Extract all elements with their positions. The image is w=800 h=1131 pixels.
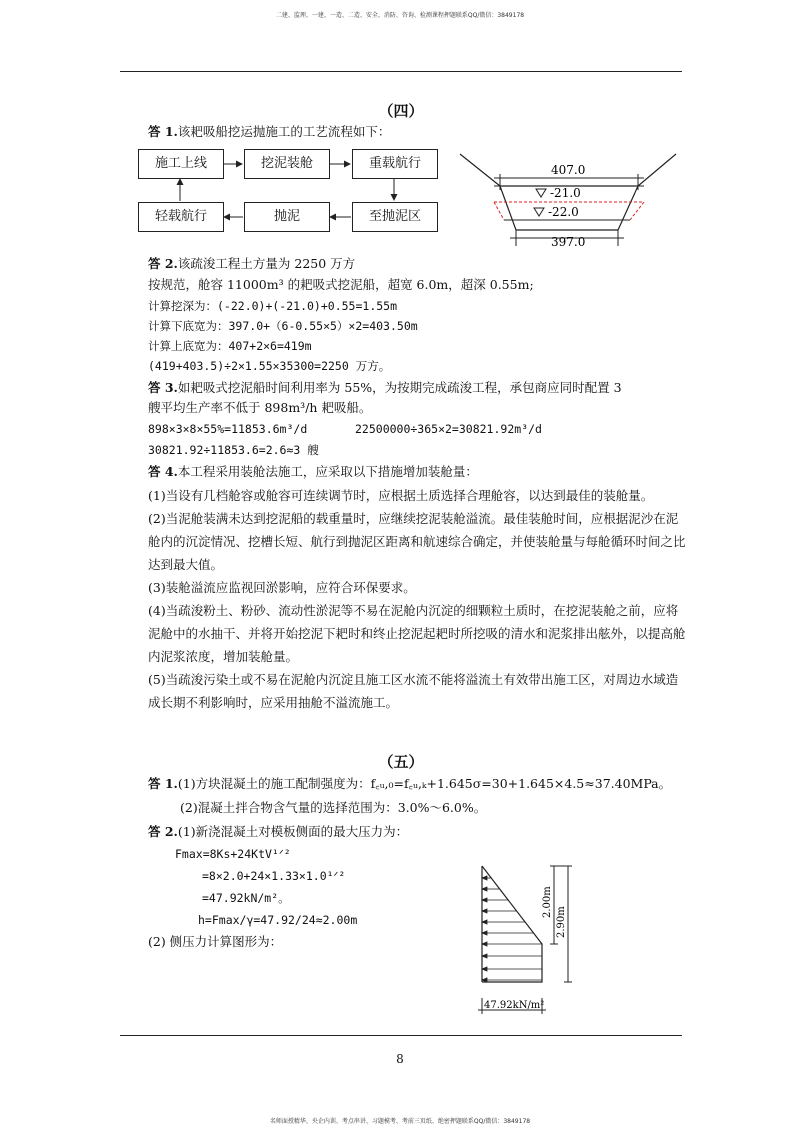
s4-ans3-text1: 如耙吸式挖泥船时间利用率为 55%，为按期完成疏浚工程，承包商应同时配置 3	[177, 380, 622, 395]
dredge-cross-section	[458, 150, 680, 252]
s5-ans1-label: 答 1.	[148, 776, 178, 791]
s5-ans1-line2: (2)混凝土拌合物含气量的选择范围为：3.0%～6.0%。	[180, 800, 487, 815]
flow-step-5: 抛泥	[244, 202, 330, 232]
section4-title: （四）	[378, 102, 424, 120]
s5-answer1	[148, 776, 671, 792]
s4-ans3-label: 答 3.	[148, 380, 178, 395]
s4-ans1-text: 该耙吸船挖运抛施工的工艺流程如下：	[177, 124, 391, 139]
s4-ans3-calc1: 898×3×8×55%=11853.6m³/d	[148, 422, 308, 436]
flow-arrows	[138, 147, 438, 237]
s5-ans1-line1: (1)方块混凝土的施工配制强度为：f꜀ᵤ,₀=f꜀ᵤ,ₖ+1.645σ=30+1.645×4.5≈37.40MPa。	[177, 776, 672, 791]
s4-ans2-text: 该疏浚工程土方量为 2250 万方	[177, 256, 356, 271]
level1-label: -21.0	[550, 186, 581, 200]
pressure-value-label: 47.92kN/m²	[484, 1000, 545, 1011]
s4-answer2	[148, 256, 355, 272]
flow-step-2: 挖泥装舱	[244, 149, 330, 179]
s4-ans2-label: 答 2.	[148, 256, 178, 271]
s4-ans2-line5: (419+403.5)÷2×1.55×35300=2250 万方。	[148, 359, 391, 373]
s4-ans4-text: 本工程采用装舱法施工，应采取以下措施增加装舱量：	[177, 464, 478, 479]
flow-step-1: 施工上线	[138, 149, 224, 179]
s5-formula1: Fmax=8Ks+24KtV¹ᐟ²	[175, 847, 291, 861]
s4-ans2-line4: 计算上底宽为：407+2×6=419m	[148, 339, 312, 353]
s4-ans3-calc3: 30821.92÷11853.6=2.6≈3 艘	[148, 443, 319, 457]
s5-formula3: =47.92kN/m²。	[202, 891, 290, 905]
s5-answer2	[148, 824, 408, 840]
s4-ans4-item1: (1)当设有几档舱容或舱容可连续调节时，应根据土质选择合理舱容，以达到最佳的装舱量。	[148, 488, 654, 503]
s4-ans3-calc2: 22500000÷365×2=30821.92m³/d	[355, 422, 542, 436]
flow-step-4: 至抛泥区	[352, 202, 438, 232]
top-width-label: 407.0	[551, 163, 586, 177]
flow-step-3: 重载航行	[352, 149, 438, 179]
s4-ans4-item3: (3)装舱溢流应监视回淤影响，应符合环保要求。	[148, 580, 416, 595]
total-height-label: 2.90m	[556, 906, 567, 938]
s5-ans2-label: 答 2.	[148, 824, 178, 839]
bottom-rule	[120, 1035, 682, 1036]
s5-ans2-line2: (2) 侧压力计算图形为：	[148, 934, 283, 949]
page-header: 二建、监理、一建、一造、二造、安全、消防、咨询、检测课程押题联系QQ/微信：3849178	[275, 12, 525, 19]
s4-ans1-label: 答 1.	[148, 124, 178, 139]
flow-step-6: 轻载航行	[138, 202, 224, 232]
s4-ans2-line3: 计算下底宽为：397.0+（6-0.55×5）×2=403.50m	[148, 319, 418, 333]
s4-ans2-line1: 按规范，舱容 11000m³ 的耙吸式挖泥船，超宽 6.0m，超深 0.55m;	[148, 277, 534, 292]
s4-ans4-item2: (2)当泥舱装满未达到挖泥船的载重量时，应继续挖泥装舱溢流。最佳装舱时间，应根据泥沙在泥舱内的沉淀情况、挖槽长短、航行到抛泥区距离和航速综合确定，并使装舱量与每舱循环时间之比达到最大值。	[148, 511, 686, 572]
level2-label: -22.0	[548, 205, 579, 219]
pressure-height-label: 2.00m	[542, 886, 553, 918]
page-number: 8	[396, 1052, 404, 1066]
s4-answer4	[148, 464, 478, 480]
s4-ans3-text2: 艘平均生产率不低于 898m³/h 耙吸船。	[148, 400, 372, 415]
page-footer: 名师面授精华、央企内训、考点串讲、习题模考、考前三页纸、绝密押题联系QQ/微信：3849178	[269, 1118, 531, 1125]
side-pressure-diagram	[470, 862, 590, 1022]
s4-answer1	[148, 124, 390, 140]
process-flowchart	[138, 147, 438, 237]
s4-ans4-item5: (5)当疏浚污染土或不易在泥舱内沉淀且施工区水流不能将溢流土有效带出施工区，对周边水域造成长期不利影响时，应采用抽舱不溢流施工。	[148, 672, 679, 710]
s5-formula4: h=Fmax/γ=47.92/24≈2.00m	[198, 913, 358, 927]
top-rule	[120, 71, 682, 72]
section5-title: （五）	[378, 753, 424, 771]
s4-ans4-item4: (4)当疏浚粉土、粉砂、流动性淤泥等不易在泥舱内沉淀的细颗粒土质时，在挖泥装舱之前，应将泥舱中的水抽干、并将开始挖泥下耙时和终止挖泥起耙时所挖吸的清水和泥浆排出舷外，以提高舱内泥浆浓度，增加装舱量。	[148, 603, 686, 664]
s4-ans2-line2: 计算挖深为：(-22.0)+(-21.0)+0.55=1.55m	[148, 299, 398, 313]
bottom-width-label: 397.0	[551, 235, 586, 249]
s5-ans2-line1: (1)新浇混凝土对模板侧面的最大压力为：	[177, 824, 409, 839]
s5-formula2: =8×2.0+24×1.33×1.0¹ᐟ²	[202, 869, 346, 883]
s4-ans4-label: 答 4.	[148, 464, 178, 479]
s4-answer3	[148, 380, 622, 396]
